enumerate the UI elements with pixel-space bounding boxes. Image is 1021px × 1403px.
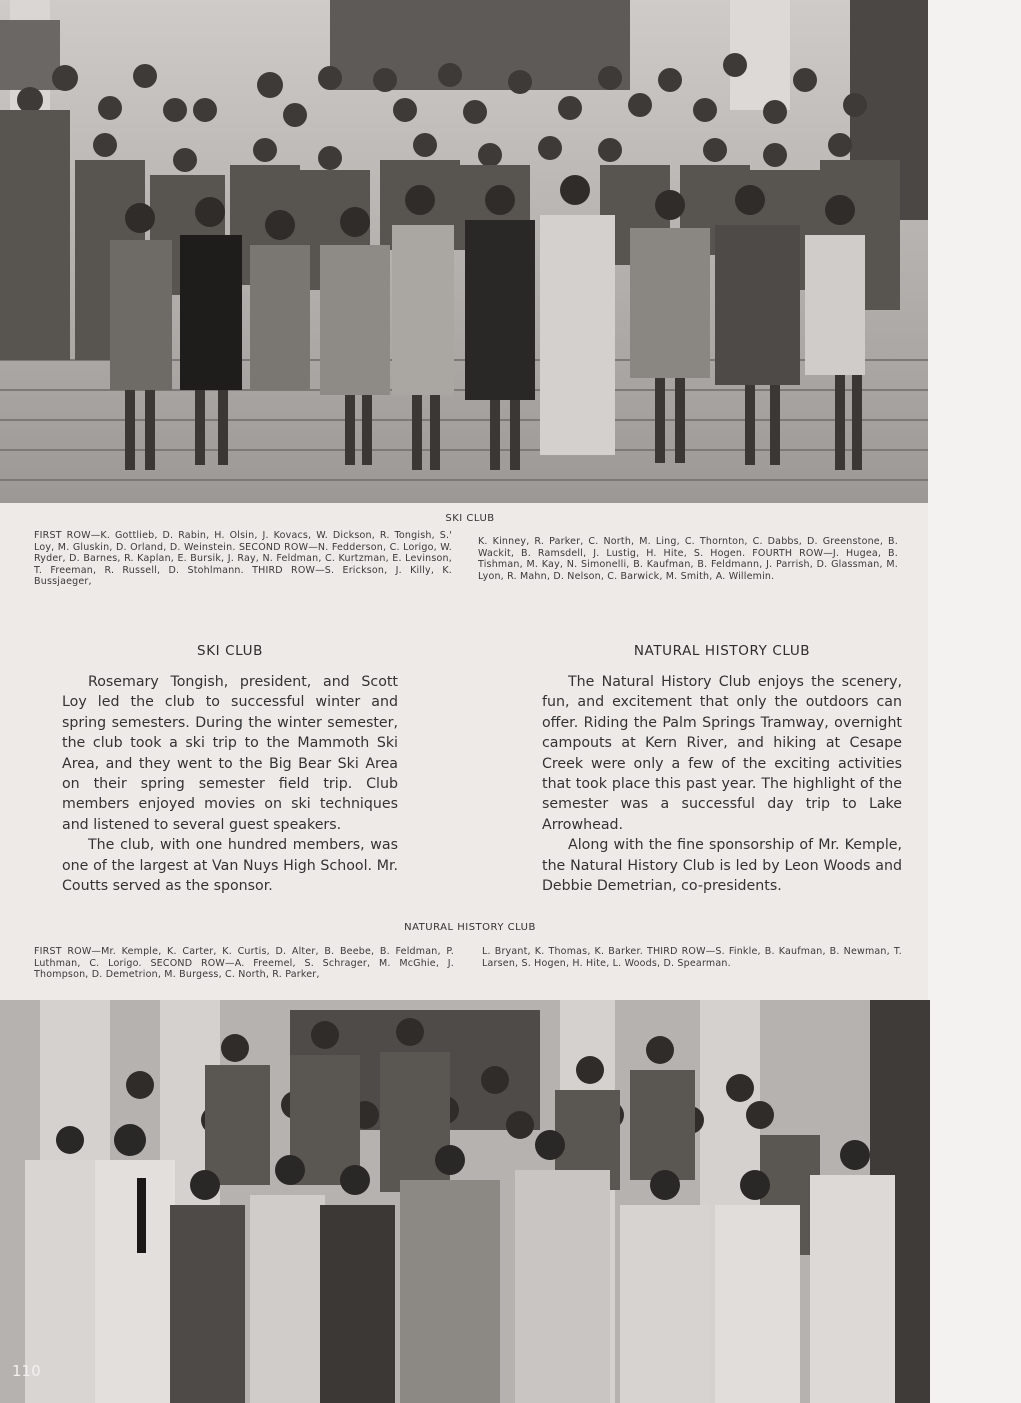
natural-history-heading: NATURAL HISTORY CLUB xyxy=(633,643,811,659)
natural-history-article xyxy=(542,672,902,896)
ski-club-paragraph: Rosemary Tongish, president, and Scott Loy led the club to successful winter and spring semesters. During the winter semester, the club took a ski trip to the Mammoth Ski Area, and they went to the Big Bear Ski Area on their spring semester field trip. Club members enjoyed movies on ski techniques and listened to several guest speakers. xyxy=(62,674,398,833)
natural-history-paragraph: The Natural History Club enjoys the scenery, fun, and excitement that only the outdoors can offer. Riding the Palm Springs Tramway, overnight campouts at Kern River, and hiking at Cesape Creek were only a few of the exciting activities that took place this past year. The highlight of the semester was a successful day trip to Lake Arrowhead. xyxy=(542,674,902,833)
page-margin xyxy=(928,0,1021,1403)
natural-history-paragraph: Along with the fine sponsorship of Mr. Kemple, the Natural History Club is led by Leon Woods and Debbie Demetrian, co-presidents. xyxy=(542,837,902,895)
natural-history-club-photo xyxy=(0,1000,930,1403)
natural-history-caption-right: L. Bryant, K. Thomas, K. Barker. THIRD ROW—S. Finkle, B. Kaufman, B. Newman, T. Larsen, S. Hogen, H. Hite, L. Woods, D. Spearman. xyxy=(482,946,902,969)
ski-club-photo xyxy=(0,0,928,503)
page-number: 110 xyxy=(12,1362,41,1380)
ski-club-article xyxy=(62,672,398,896)
natural-history-caption-left: FIRST ROW—Mr. Kemple, K. Carter, K. Curtis, D. Alter, B. Beebe, B. Feldman, P. Luthman, C. Lorigo. SECOND ROW—A. Freemel, S. Schrager, M. McGhie, J. Thompson, D. Demetrion, M. Burgess, C. North, R. Parker, xyxy=(34,946,454,981)
natural-history-caption-title: NATURAL HISTORY CLUB xyxy=(404,922,536,933)
ski-club-heading: SKI CLUB xyxy=(197,643,263,659)
ski-club-caption-right: K. Kinney, R. Parker, C. North, M. Ling, C. Thornton, C. Dabbs, D. Greenstone, B. Wackit, B. Ramsdell, J. Lustig, H. Hite, S. Hogen. FOURTH ROW—J. Hugea, B. Tishman, M. Kay, N. Simonelli, B. Kaufman, B. Feldmann, J. Parrish, D. Glassman, M. Lyon, R. Mahn, D. Nelson, C. Barwick, M. Smith, A. Willemin. xyxy=(478,536,898,582)
ski-club-caption-title: SKI CLUB xyxy=(445,513,495,524)
ski-club-caption-left: FIRST ROW—K. Gottlieb, D. Rabin, H. Olsin, J. Kovacs, W. Dickson, R. Tongish, S.' Loy, M. Gluskin, D. Orland, D. Weinstein. SECOND ROW—N. Fedderson, C. Lorigo, W. Ryder, D. Barnes, R. Kaplan, E. Bursik, J. Ray, N. Feldman, C. Kurtzman, E. Levinson, T. Freeman, R. Russell, D. Stohlmann. THIRD ROW—S. Erickson, J. Killy, K. Bussjaeger, xyxy=(34,530,452,588)
ski-club-paragraph: The club, with one hundred members, was one of the largest at Van Nuys High School. Mr. Coutts served as the sponsor. xyxy=(62,837,398,895)
